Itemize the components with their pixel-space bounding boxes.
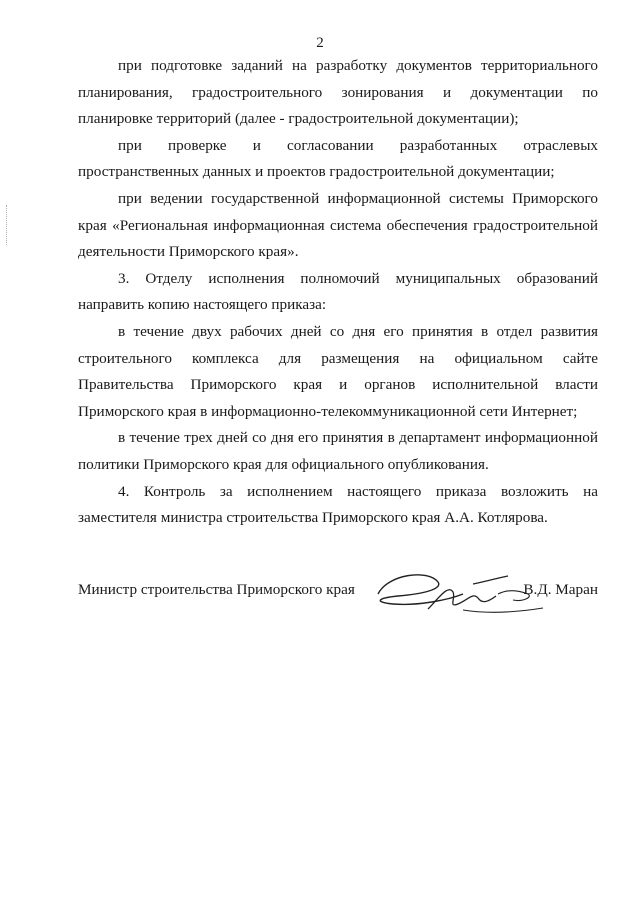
signature-block	[78, 578, 598, 628]
page-number: 2	[316, 35, 324, 51]
paragraph: в течение трех дней со дня его принятия в департамент информационной политики Приморского края для официального опубликования.	[78, 429, 598, 473]
paragraph: 4. Контроль за исполнением настоящего приказа возложить на заместителя министра строительства Приморского края А.А. Котлярова.	[78, 482, 598, 527]
signer-title: Министр строительства Приморского края	[78, 581, 355, 598]
document-body	[78, 53, 598, 532]
paragraph: в течение двух рабочих дней со дня его принятия в отдел развития строительного комплекса для размещения на официальном сайте Правительства Приморского края и органов исполнительной власти Приморского края в информационно-телекоммуникационной сети Интернет;	[78, 322, 598, 420]
paragraph: при подготовке заданий на разработку документов территориального планирования, градостроительного зонирования и документации по планировке территорий (далее - градостроительной документации);	[78, 57, 598, 128]
paragraph: 3. Отделу исполнения полномочий муниципальных образований направить копию настоящего приказа:	[78, 269, 598, 314]
signer-name: В.Д. Маран	[523, 581, 598, 598]
paragraph: при проверке и согласовании разработанных отраслевых пространственных данных и проектов градостроительной документации;	[78, 136, 598, 181]
paragraph: при ведении государственной информационной системы Приморского края «Региональная информационная система обеспечения градостроительной деятельности Приморского края».	[78, 189, 598, 261]
margin-mark	[6, 205, 9, 245]
